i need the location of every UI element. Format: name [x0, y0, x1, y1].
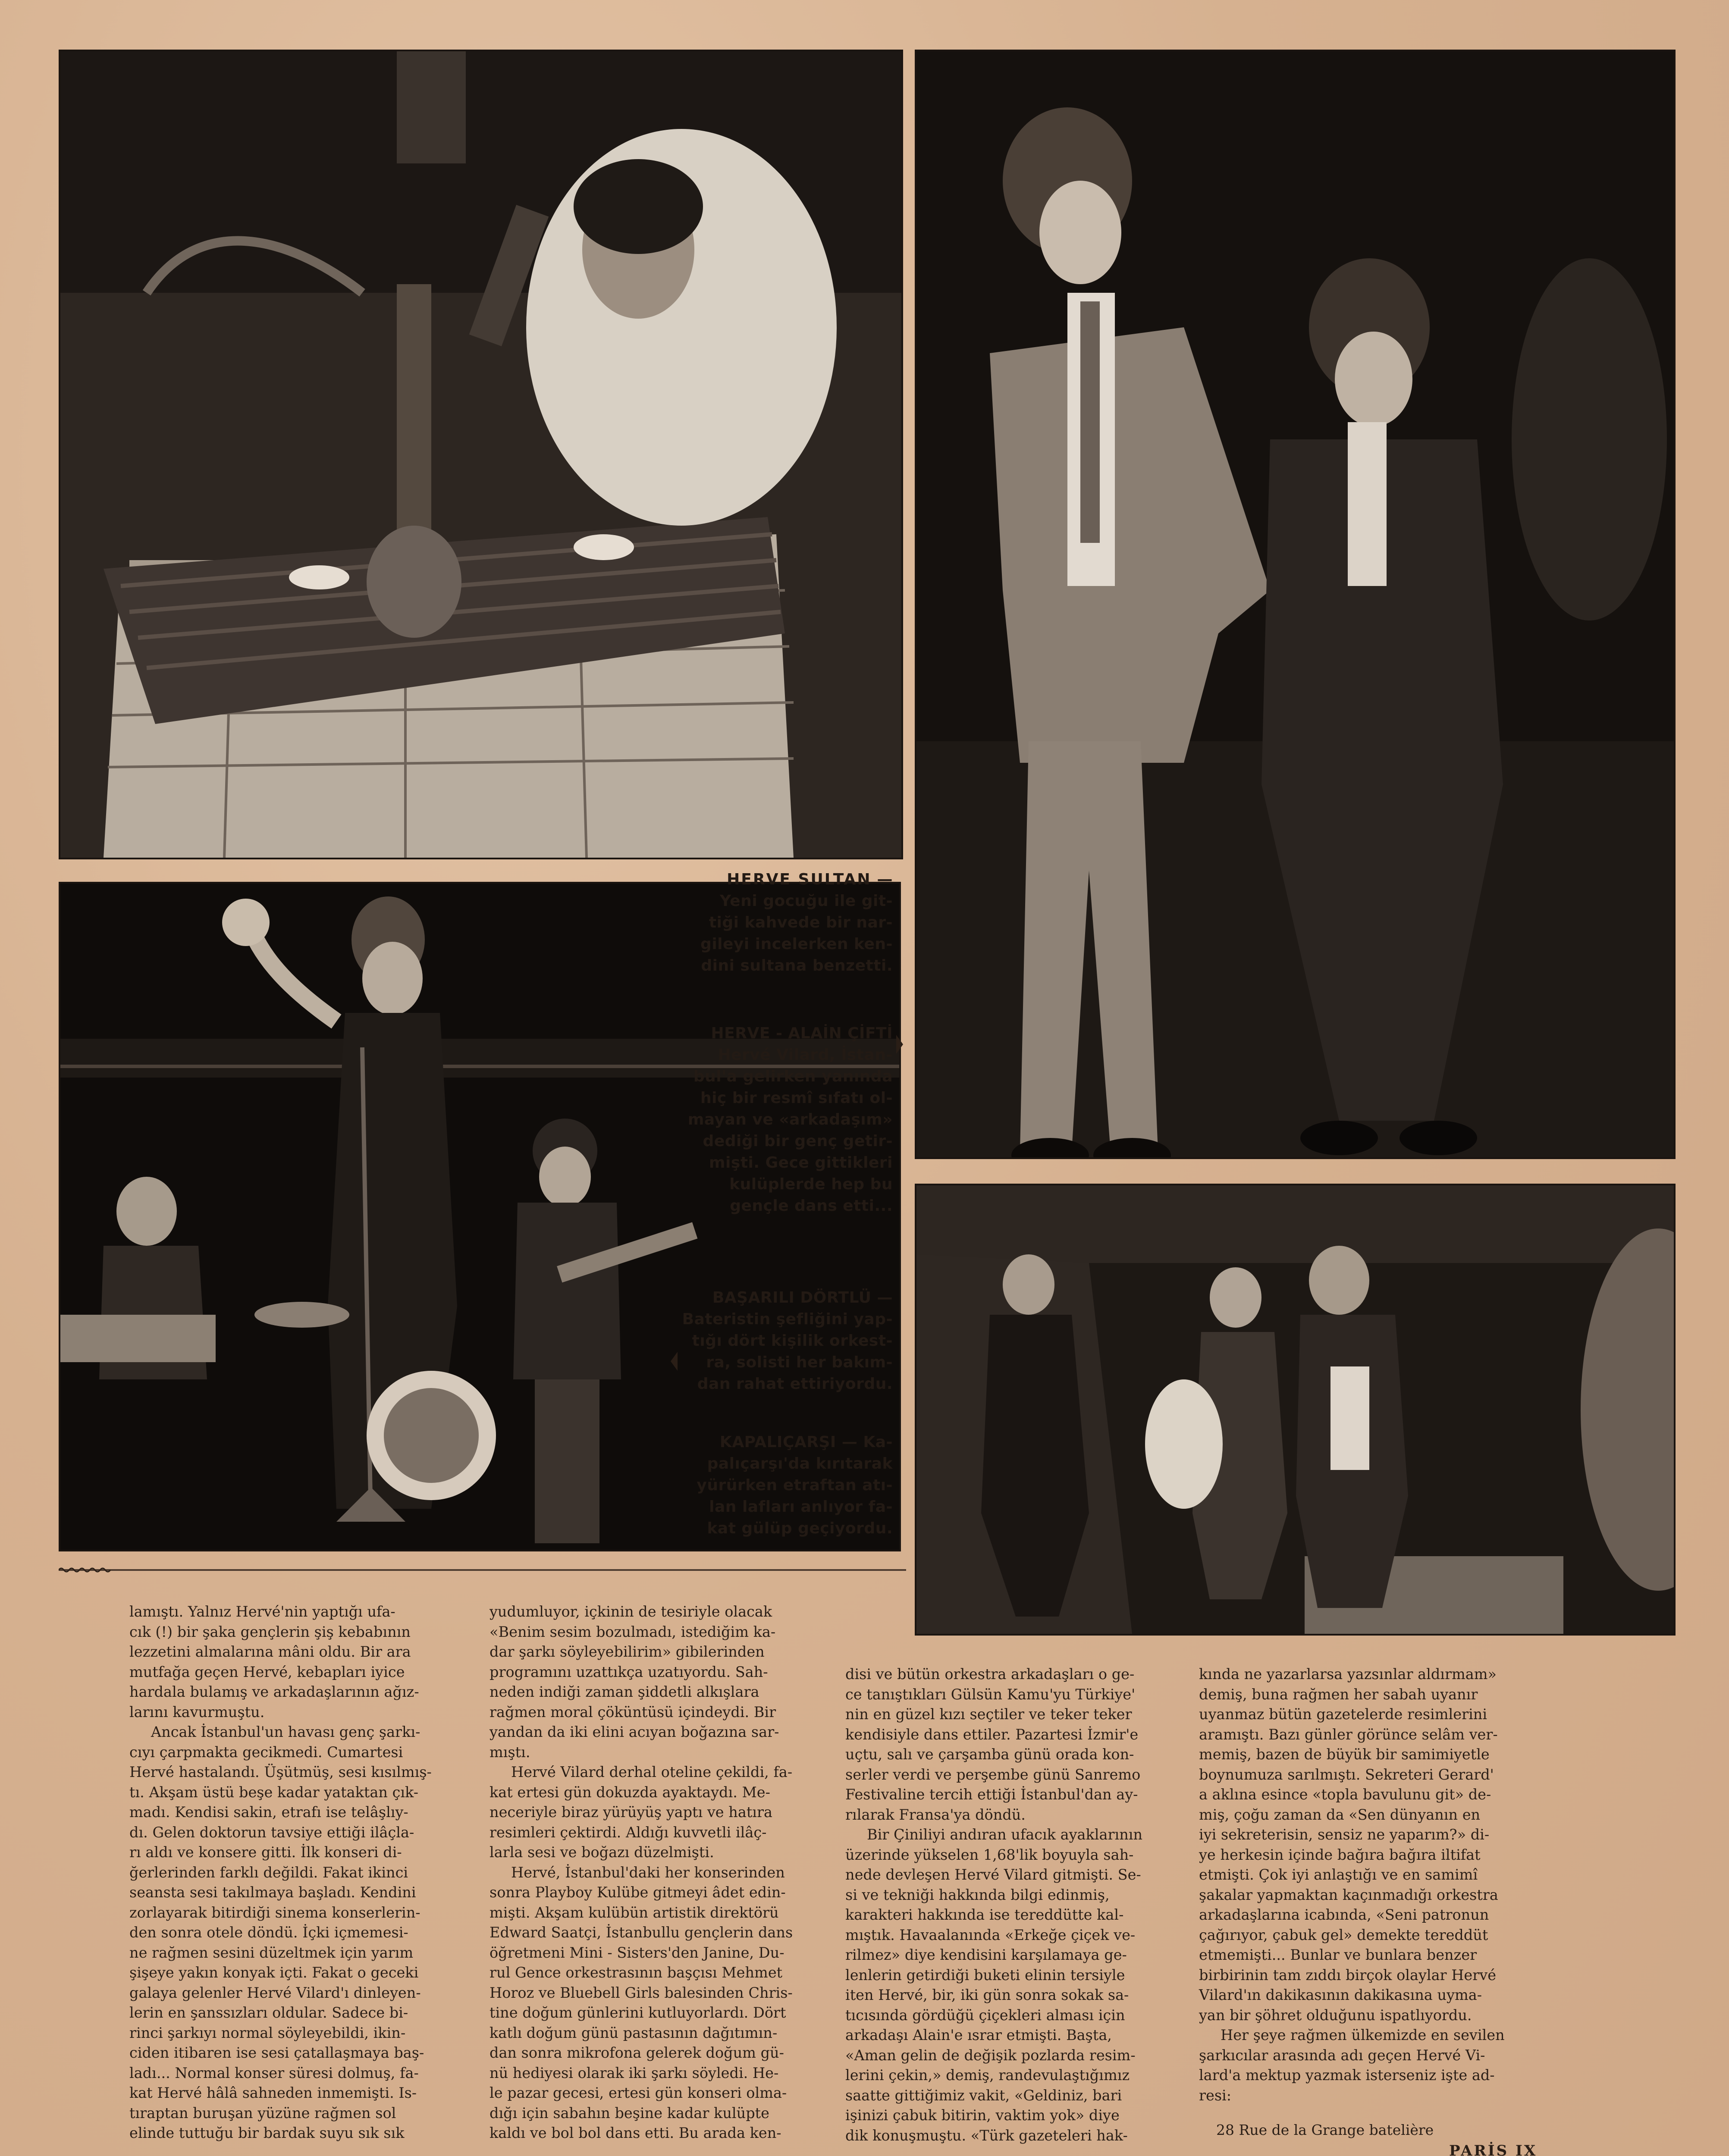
paragraph: Her şeye rağmen ülkemizde en sevilen şarkıcılar arasında adı geçen Hervé Vi- lard'a mektup yazmak isterseniz işte ad- resi:: [1199, 2027, 1505, 2104]
paragraph: Bir Çiniliyi andıran ufacık ayaklarının üzerinde yükselen 1,68'lik boyuyla sah- nede devleşen Hervé Vilard gitmişti. Se- si ve tekniği hakkında bilgi edinmiş, karakteri hakkında ise tereddütte kal- mıştık. Havaalanında «Erkeğe çiçek ve- rilmez» diye kendisini karşılamaya ge- lenlerin getirdiği buketi elinin tersiyle iten Hervé, bir, iki gün sonra sokak sa- tıcısında gördüğü çiçekleri alması için arkadaşı Alain'e ısrar etmişti. Başta, «Aman gelin de değişik pozlarda resim- lerini çekin,» demiş, randevulaştığımız saatte gittiğimiz vakit, «Geldiniz, bari işinizi çabuk bitirin, vaktim yok» diye dik konuşmuştu. «Türk gazeteleri hak-: [845, 1826, 1143, 2144]
photo-sultan-image: [60, 51, 901, 858]
caption-title: HERVE SULTAN —: [727, 871, 893, 888]
paragraph: lamıştı. Yalnız Hervé'nin yaptığı ufa- cık (!) bir şaka gençlerin şiş kebabının lezzetini almalarına mâni oldu. Bir ara mutfağa geçen Hervé, kebapları iyice hardala bulamış ve arkadaşlarının ağız- larını kavurmuştu.: [129, 1603, 419, 1720]
caption-text: Hervé Vilard, İstan- bul'a gelirken yanında hiç bir resmî sıfatı ol- mayan ve «arkadaşım» dediği bir genç getir- mişti. Gece gittikleri kulüplerde hep bu gençle dans etti...: [687, 1046, 893, 1215]
paragraph: kında ne yazarlarsa yazsınlar aldırmam» demiş, buna rağmen her sabah uyanır uyanmaz bütün gazetelerde resimlerini aramıştı. Bazı günler görünce selâm ver- memiş, bazen de büyük bir samimiyetle boynumuza sarılmıştı. Sekreteri Gerard' a aklına esince «topla bavulunu git» de- miş, çoğu zaman da «Sen dünyanın en iyi sekreterisin, sensiz ne yaparım?» di- ye herkesin içinde bağıra bağıra iltifat etmişti. Çok iyi anlaştığı ve en samimî şakalar yapmaktan kaçınmadığı orkestra arkadaşlarına icabında, «Seni patronun çağırıyor, çabuk gel» demekte tereddüt etmemişti... Bunlar ve bunlara benzer birbirinin tam zıddı birçok olaylar Hervé Vilard'ın dakikasının dakikasına uyma- yan bir şöhret olduğunu ispatlıyordu.: [1199, 1666, 1498, 2024]
paragraph: Hervé, İstanbul'daki her konserinden sonra Playboy Kulübe gitmeyi âdet edin- mişti. Akşam kulübün artistik direktörü Edward Saatçi, İstanbullu gençlerin dans öğretmeni Mini - Sisters'den Janine, Du- rul Gence orkestrasının başçısı Mehmet Horoz ve Bluebell Girls balesinden Chris- tine doğum günlerini kutluyorlardı. Dört katlı doğum günü pastasının dağıtımın- dan sonra mikrofona gelerek doğum gü- nü hediyesi olarak iki şarkı söyledi. He- le pazar gecesi, ertesi gün konseri olma- dığı için sabahın beşine kadar kulüpte kaldı ve bol bol dans etti. Bu arada ken-: [490, 1864, 793, 2141]
caption-herve-sultan: [677, 869, 893, 977]
caption-title: KAPALIÇARŞI — Ka- palıçarşı'da kırıtarak yürürken etraftan atı- lan lafları anlıyor fa- kat gülüp geçiyordu.: [697, 1433, 893, 1537]
caption-arrow-left: [671, 1352, 678, 1371]
article-column-4: [1199, 1664, 1548, 2106]
paragraph: yudumluyor, içkinin de tesiriyle olacak «Benim sesim bozulmadı, istediğim ka- dar şarkı söyleyebilirim» gibilerinden programını uzattıkça uzatıyordu. Sah- neden indiği zaman şiddetli alkışlara rağmen moral çöküntüsü içindeydi. Bir yandan da iki elini acıyan boğazına sar- mıştı.: [490, 1603, 779, 1761]
caption-text: Yeni gocuğu ile git- tiği kahvede bir nar- gileyi incelerken ken- dini sultana benzetti.: [700, 892, 893, 975]
top-divider-rule: [59, 1566, 906, 1574]
caption-title: BAŞARILI DÖRTLÜ —: [712, 1289, 893, 1307]
caption-text: Bateristin şefliğini yap- tığı dört kişilik orkest- ra, solisti her bakım- dan rahat ettiriyordu.: [682, 1310, 893, 1393]
address-line: 28 Rue de la Grange batelière: [1216, 2122, 1434, 2138]
photo-herve-alain: [915, 50, 1676, 1159]
caption-arrow-right: [896, 1035, 903, 1054]
article-column-3: [845, 1664, 1190, 2146]
photo-herve-sultan: [59, 50, 903, 859]
paragraph: Hervé Vilard derhal oteline çekildi, fa- kat ertesi gün dokuzda ayaktaydı. Me- neceriyle biraz yürüyüş yaptı ve hatıra resimleri çektirdi. Aldığı kuvvetli ilâç- larla sesi ve boğazı düzelmişti.: [490, 1764, 793, 1861]
photo-kapalicarsi: [915, 1184, 1676, 1636]
caption-basarili-dortlu: [664, 1287, 893, 1395]
address-city: PARİS IX: [1449, 2142, 1538, 2156]
caption-title: HERVE - ALAİN ÇİFTİ: [711, 1025, 893, 1042]
article-column-1: [129, 1602, 481, 2143]
photo-bazaar-image: [916, 1185, 1674, 1634]
paragraph: Ancak İstanbul'un havası genç şarkı- cıyı çarpmakta gecikmedi. Cumartesi Hervé hastalandı. Üşütmüş, sesi kısılmış- tı. Akşam üstü beşe kadar yataktan çık- madı. Kendisi sakin, etrafı ise telâşlıy- dı. Gelen doktorun tavsiye ettiği ilâçla- rı aldı ve konsere gitti. İlk konseri di- ğerlerinden farklı değildi. Fakat ikinci seansta sesi takılmaya başladı. Kendini zorlayarak bitirdiği sinema konserlerin- den sonra otele döndü. İçki içmemesi- ne rağmen sesini düzeltmek için yarım şişeye yakın konyak içti. Fakat o geceki galaya gelenler Hervé Vilard'ı dinleyen- lerin en şanssızları oldular. Sadece bi- rinci şarkıyı normal söyleyebildi, ikin- ciden itibaren ise sesi çatallaşmaya baş- ladı... Normal konser süresi dolmuş, fa- kat Hervé hâlâ sahneden inmemişti. Is- tıraptan buruşan yüzüne rağmen sol elinde tuttuğu bir bardak suyu sık sık: [129, 1724, 432, 2141]
paragraph: disi ve bütün orkestra arkadaşları o ge- ce tanıştıkları Gülsün Kamu'yu Türkiye' nin en güzel kızı seçtiler ve teker teker kendisiyle dans ettiler. Pazartesi İzmir'e uçtu, salı ve çarşamba günü orada kon- serler verdi ve perşembe günü Sanremo Festivaline tercih ettiği İstanbul'dan ay- rılarak Fransa'ya döndü.: [845, 1666, 1141, 1823]
caption-kapalicarsi: [664, 1432, 893, 1539]
article-column-2: [490, 1602, 839, 2143]
caption-herve-alain: [664, 1023, 893, 1217]
photo-dancing-image: [916, 51, 1674, 1157]
